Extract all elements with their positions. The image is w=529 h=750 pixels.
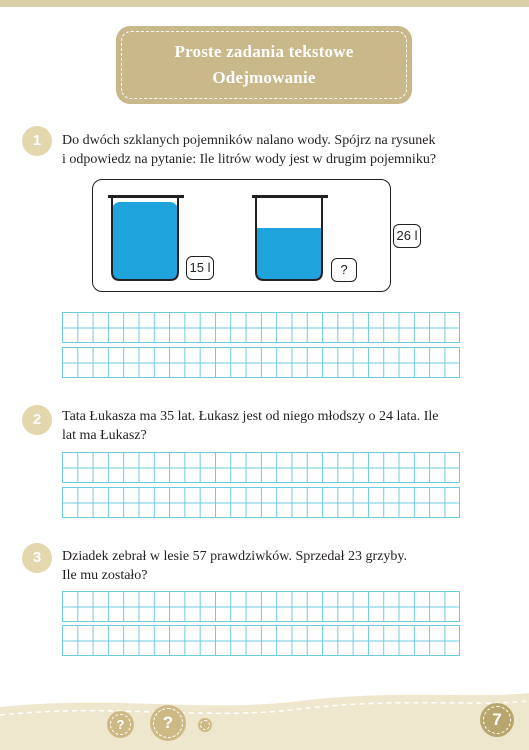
answer-grid[interactable] xyxy=(62,312,460,343)
answer-grid[interactable] xyxy=(62,487,460,518)
container-2-label: ? xyxy=(331,258,357,282)
answer-grid[interactable] xyxy=(62,452,460,483)
task-3-text-line-2: Ile mu zostało? xyxy=(62,568,148,583)
top-stripe xyxy=(0,0,529,7)
page-subtitle: Odejmowanie xyxy=(212,68,316,87)
page-title: Proste zadania tekstowe xyxy=(174,42,354,61)
containers-figure xyxy=(92,179,391,292)
question-mark-icon xyxy=(150,705,186,741)
container-1-icon xyxy=(107,192,187,284)
task-1-number-badge: 1 xyxy=(22,126,52,156)
task-2-text-line-1: Tata Łukasza ma 35 lat. Łukasz jest od niego młodszy o 24 lata. Ile xyxy=(62,409,439,424)
total-volume-label: 26 l xyxy=(393,224,421,248)
page-number-label: 7 xyxy=(492,710,502,729)
question-mark-2: ? xyxy=(162,713,174,732)
container-1-label: 15 l xyxy=(186,256,214,280)
answer-grid[interactable] xyxy=(62,625,460,656)
answer-grid[interactable] xyxy=(62,347,460,378)
question-mark-1: ? xyxy=(116,717,125,732)
answer-grid[interactable] xyxy=(62,591,460,622)
question-mark-icon xyxy=(107,711,134,738)
title-banner xyxy=(116,26,412,104)
container-2-icon xyxy=(251,192,331,284)
task-1-text-line-2: i odpowiedz na pytanie: Ile litrów wody jest w drugim pojemniku? xyxy=(62,152,437,167)
task-2-number-badge: 2 xyxy=(22,405,52,435)
footer-wave xyxy=(0,685,529,750)
task-2-text-line-2: lat ma Łukasz? xyxy=(62,428,147,443)
task-3-text-line-1: Dziadek zebrał w lesie 57 prawdziwków. Sprzedał 23 grzyby. xyxy=(62,549,407,564)
page-number xyxy=(480,703,514,737)
task-3-number-badge: 3 xyxy=(22,543,52,573)
small-circle-icon xyxy=(198,718,212,732)
task-1-text-line-1: Do dwóch szklanych pojemników nalano wody. Spójrz na rysunek xyxy=(62,133,436,148)
